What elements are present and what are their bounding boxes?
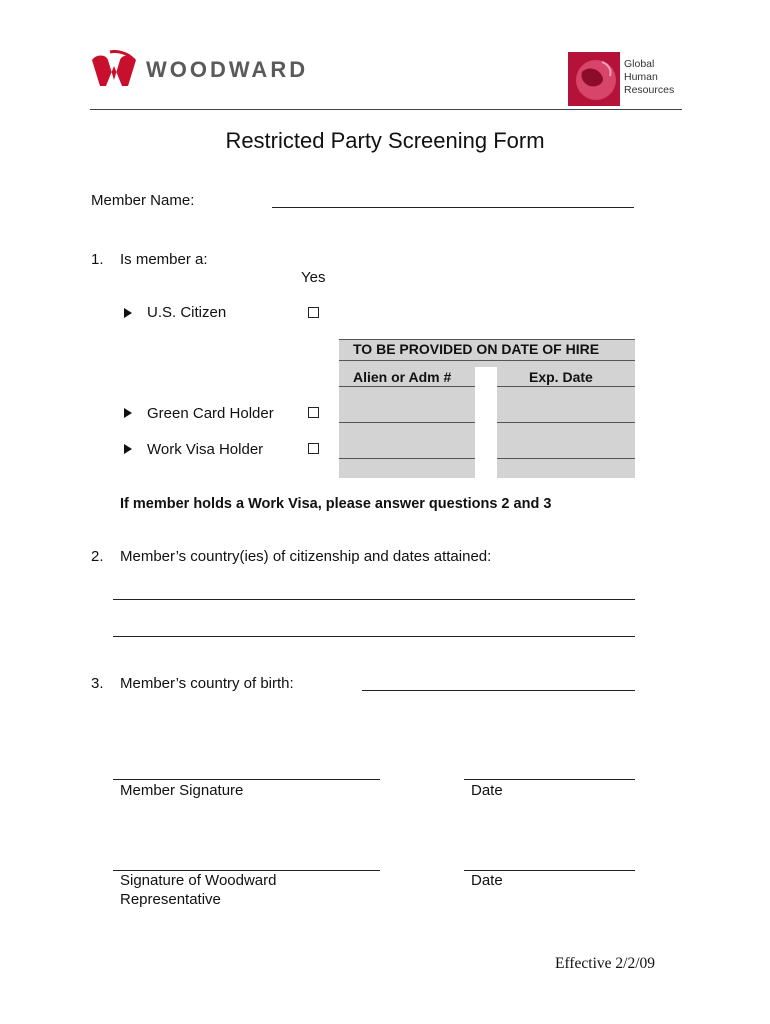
q1-number: 1.	[91, 251, 104, 268]
q3-label: Member’s country of birth:	[120, 675, 294, 692]
woodward-signature-label-line2: Representative	[120, 891, 221, 908]
citizenship-line-2[interactable]	[113, 636, 635, 637]
bullet-arrow-icon	[124, 444, 132, 454]
woodward-logo-mark	[88, 50, 140, 90]
bullet-arrow-icon	[124, 408, 132, 418]
badge-line-resources: Resources	[624, 84, 675, 96]
work-visa-exp-field[interactable]	[497, 458, 635, 459]
country-of-birth-field[interactable]	[362, 690, 635, 691]
header-divider	[90, 109, 682, 110]
page-title: Restricted Party Screening Form	[225, 128, 545, 153]
global-hr-badge	[568, 52, 688, 106]
badge-line-global: Global	[624, 58, 655, 70]
exp-date-header: Exp. Date	[529, 369, 593, 385]
effective-date: Effective 2/2/09	[555, 955, 656, 972]
alien-adm-header: Alien or Adm #	[353, 369, 452, 385]
q1-label: Is member a:	[120, 251, 208, 268]
member-date-label: Date	[471, 782, 503, 799]
green-card-exp-field[interactable]	[497, 422, 635, 423]
member-signature-field[interactable]	[113, 779, 380, 780]
option-green-card: Green Card Holder	[147, 405, 274, 422]
work-visa-note: If member holds a Work Visa, please answer questions 2 and 3	[120, 496, 552, 512]
bullet-arrow-icon	[124, 308, 132, 318]
option-us-citizen: U.S. Citizen	[147, 304, 227, 321]
member-name-label: Member Name:	[91, 192, 195, 209]
member-signature-label: Member Signature	[120, 782, 244, 799]
woodward-logo	[88, 48, 338, 92]
woodward-signature-field[interactable]	[113, 870, 380, 871]
q2-label: Member’s country(ies) of citizenship and dates attained:	[120, 548, 492, 565]
globe-icon	[568, 52, 620, 106]
company-name: WOODWARD	[146, 57, 309, 82]
hire-table	[339, 339, 635, 478]
member-name-field[interactable]	[272, 207, 634, 208]
work-visa-alien-field[interactable]	[339, 458, 475, 459]
q2-number: 2.	[91, 548, 104, 565]
green-card-checkbox[interactable]	[308, 407, 319, 418]
yes-column-header: Yes	[301, 269, 326, 286]
q3-number: 3.	[91, 675, 104, 692]
citizenship-line-1[interactable]	[113, 599, 635, 600]
woodward-signature-label-line1: Signature of Woodward	[120, 872, 277, 889]
woodward-date-field[interactable]	[464, 870, 635, 871]
work-visa-checkbox[interactable]	[308, 443, 319, 454]
badge-line-human: Human	[624, 71, 658, 83]
us-citizen-checkbox[interactable]	[308, 307, 319, 318]
option-work-visa: Work Visa Holder	[147, 441, 264, 458]
green-card-alien-field[interactable]	[339, 422, 475, 423]
member-date-field[interactable]	[464, 779, 635, 780]
woodward-date-label: Date	[471, 872, 503, 889]
hire-table-header: TO BE PROVIDED ON DATE OF HIRE	[353, 341, 600, 357]
